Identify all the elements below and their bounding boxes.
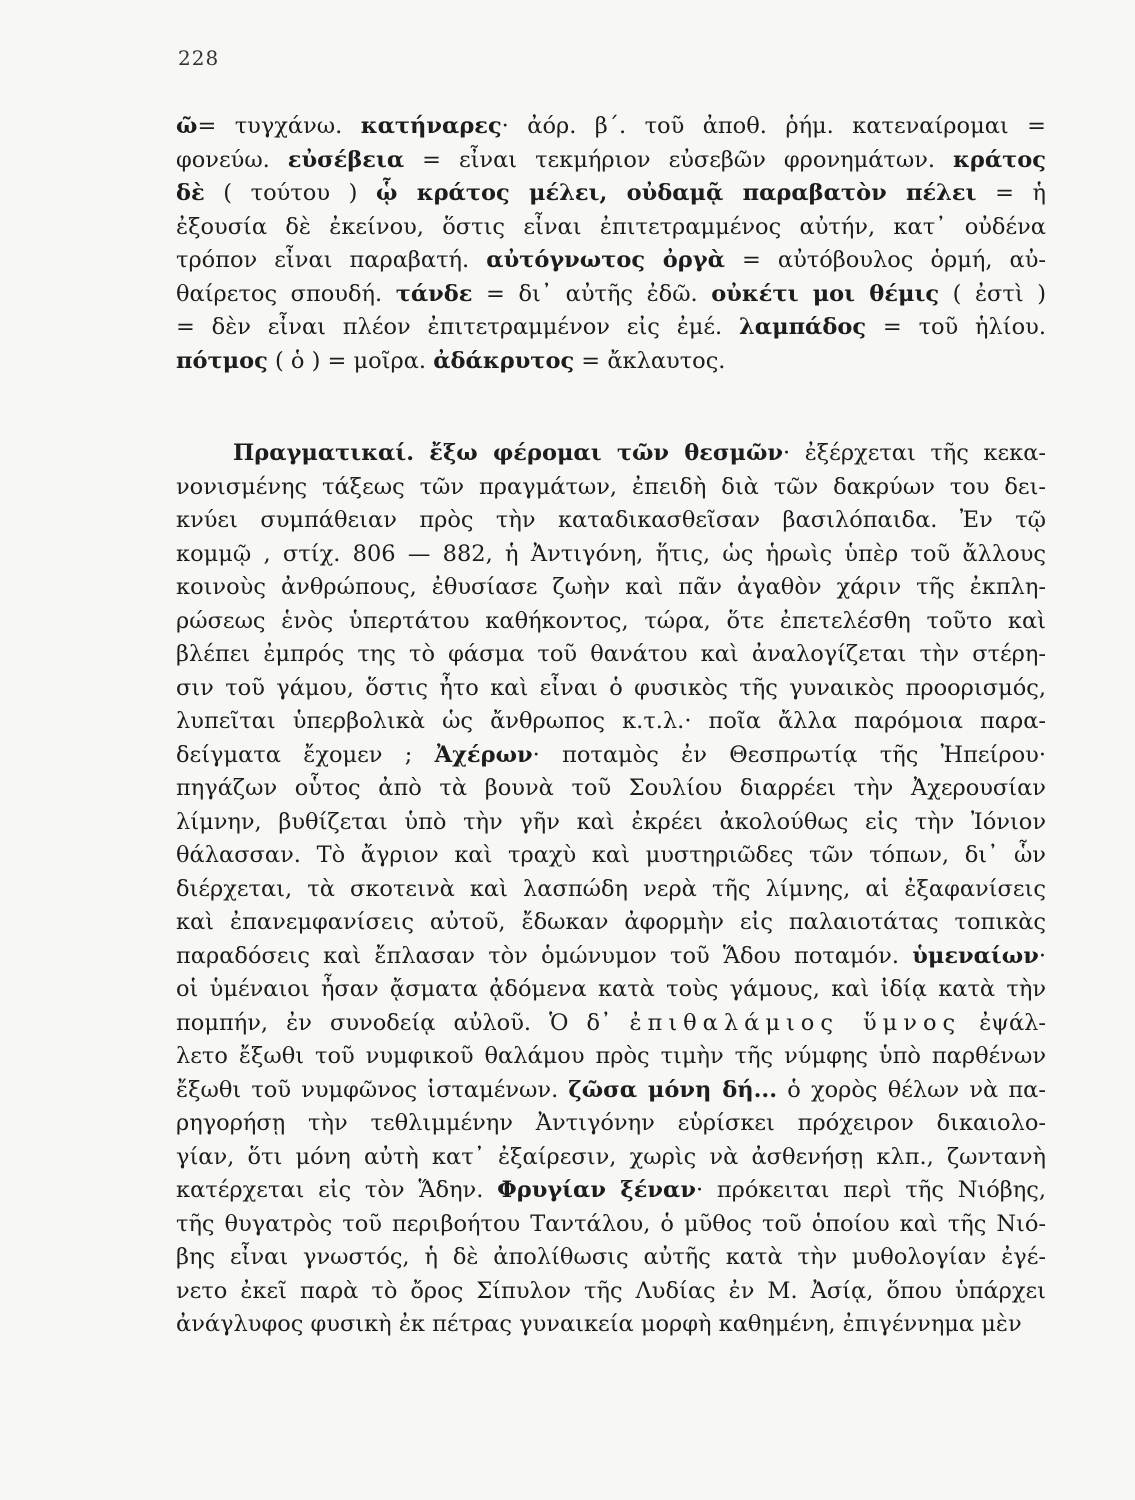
text-run: κομμῷ , στίχ. 806 — 882, ἡ Ἀντιγόνη, ἥτις, ὡς ἡρωὶς ὑπὲρ τοῦ ἄλλους bbox=[176, 540, 1046, 567]
text-run: διέρχεται, τὰ σκοτεινὰ καὶ λασπώδη νερὰ τῆς λίμνης, αἱ ἐξαφανίσεις bbox=[176, 875, 1046, 902]
text-run: σιν τοῦ γάμου, ὅστις ἦτο καὶ εἶναι ὁ φυσικὸς τῆς γυναικὸς προορισμός, bbox=[176, 674, 1046, 701]
text-run: · bbox=[1038, 942, 1046, 969]
text-run: · ἀόρ. β΄. τοῦ ἀποθ. ῥήμ. κατεναίρομαι = bbox=[501, 113, 1046, 139]
text-run: ( τούτου ) bbox=[204, 180, 377, 206]
lemma-term: οὐκέτι μοι θέμις bbox=[711, 280, 940, 307]
lemma-term: πότμος bbox=[176, 347, 268, 374]
text-run: = δὲν εἶναι πλέον ἐπιτετραμμένον εἰς ἐμέ. bbox=[176, 314, 740, 340]
text-run: λυπεῖται ὑπερβολικὰ ὡς ἄνθρωπος κ.τ.λ.· ποῖα ἄλλα παρόμοια παρα- bbox=[176, 708, 1046, 734]
text-run: νετο ἐκεῖ παρὰ τὸ ὄρος Σίπυλον τῆς Λυδίας ἐν Μ. Ἀσίᾳ, ὅπου ὑπάρχει bbox=[176, 1277, 1046, 1304]
text-run: = ἄκλαυτος. bbox=[574, 347, 726, 374]
text-run: καὶ ἐπανεμφανίσεις αὐτοῦ, ἔδωκαν ἀφορμὴν εἰς παλαιοτάτας τοπικὰς bbox=[176, 909, 1046, 935]
lemma-term: ῶ bbox=[176, 113, 198, 139]
text-run: πομπήν, ἐν συνοδείᾳ αὐλοῦ. Ὁ δ᾽ bbox=[176, 1009, 630, 1036]
text-run: = δι᾽ αὐτῆς ἐδῶ. bbox=[472, 280, 712, 307]
text-run: = ἡ bbox=[976, 180, 1047, 206]
text-run: = εἶναι τεκμήριον εὐσεβῶν φρονημάτων. bbox=[404, 146, 953, 173]
lemma-term: δὲ bbox=[176, 180, 205, 206]
lemma-term: Φρυγίαν ξέναν bbox=[497, 1177, 696, 1203]
text-run: ρηγορήσῃ τὴν τεθλιμμένην Ἀντιγόνην εὑρίσκει πρόχειρον δικαιολο- bbox=[176, 1110, 1046, 1136]
text-run: ἐξουσία δὲ ἐκείνου, ὅστις εἶναι ἐπιτετραμμένος αὐτήν, κατ᾽ οὐδένα bbox=[176, 213, 1046, 240]
text-run: βλέπει ἐμπρός της τὸ φάσμα τοῦ θανάτου καὶ ἀναλογίζεται τὴν στέρη- bbox=[176, 641, 1046, 667]
text-line bbox=[176, 341, 1046, 381]
lemma-term: κατήναρες bbox=[360, 113, 502, 139]
lemma-term: ὑμεναίων bbox=[912, 942, 1039, 969]
text-run: φονεύω. bbox=[176, 146, 288, 173]
text-run: · ποταμὸς ἐν Θεσπρωτίᾳ τῆς Ἠπείρου· bbox=[532, 741, 1046, 768]
text-run: θάλασσαν. Τὸ ἄγριον καὶ τραχὺ καὶ μυστηριῶδες τῶν τόπων, δι᾽ ὧν bbox=[176, 842, 1046, 868]
text-run: παραδόσεις καὶ ἔπλασαν τὸν ὁμώνυμον τοῦ Ἅδου ποταμόν. bbox=[176, 942, 913, 969]
page-number: 228 bbox=[178, 46, 220, 70]
lemma-term: ᾧ κράτος μέλει, οὐδαμᾷ παραβατὸν πέλει bbox=[376, 180, 977, 206]
text-run: · ἐξέρχεται τῆς κεκα- bbox=[783, 440, 1046, 466]
lemma-term: ἀδάκρυτος bbox=[433, 347, 575, 374]
text-run: γίαν, ὅτι μόνη αὐτὴ κατ᾽ ἐξαίρεσιν, χωρὶς νὰ ἀσθενήσῃ κλπ., ζωντανὴ bbox=[176, 1143, 1046, 1170]
text-run: νονισμένης τάξεως τῶν πραγμάτων, ἐπειδὴ διὰ τῶν δακρύων του δει- bbox=[176, 473, 1046, 500]
text-run: τῆς θυγατρὸς τοῦ περιβοήτου Ταντάλου, ὁ μῦθος τοῦ ὁποίου καὶ τῆς Νιό- bbox=[176, 1210, 1046, 1237]
lemma-term: Ἀχέρων bbox=[434, 741, 533, 768]
text-run: = αὐτόβουλος ὁρμή, αὐ- bbox=[724, 247, 1047, 273]
lemma-term: λαμπάδος bbox=[739, 314, 867, 340]
text-run: ἔξωθι τοῦ νυμφῶνος ἱσταμένων. bbox=[176, 1076, 569, 1103]
text-run: δείγματα ἔχομεν ; bbox=[176, 741, 435, 768]
text-run: ρώσεως ἑνὸς ὑπερτάτου καθήκοντος, τώρα, ὅτε ἐπετελέσθη τοῦτο καὶ bbox=[176, 607, 1046, 634]
text-run: ( ὁ ) = μοῖρα. bbox=[267, 347, 434, 374]
text-run: ἐψάλ- bbox=[961, 1009, 1047, 1036]
text-run: λίμνην, βυθίζεται ὑπὸ τὴν γῆν καὶ ἐκρέει ἀκολούθως εἰς τὴν Ἰόνιον bbox=[176, 808, 1046, 835]
text-run: τρόπον εἶναι παραβατή. bbox=[176, 247, 487, 273]
text-line bbox=[176, 1304, 1046, 1344]
text-run: λετο ἔξωθι τοῦ νυμφικοῦ θαλάμου πρὸς τιμὴν τῆς νύμφης ὑπὸ παρθένων bbox=[176, 1043, 1046, 1069]
text-run: ( ἐστὶ ) bbox=[939, 280, 1046, 307]
text-run: = τυγχάνω. bbox=[197, 113, 361, 139]
text-run: ἐπιθαλάμιος ὕμνος bbox=[629, 1009, 962, 1036]
text-run: θαίρετος σπουδή. bbox=[176, 280, 396, 307]
text-run: ὁ χορὸς θέλων νὰ πα- bbox=[777, 1076, 1046, 1103]
lemma-term: Πραγματικαί. ἔξω φέρομαι τῶν θεσμῶν bbox=[233, 440, 784, 466]
text-run: βης εἶναι γνωστός, ἡ δὲ ἀπολίθωσις αὐτῆς κατὰ τὴν μυθολογίαν ἐγέ- bbox=[176, 1244, 1046, 1270]
text-run: · πρόκειται περὶ τῆς Νιόβης, bbox=[695, 1177, 1047, 1203]
text-run: κατέρχεται εἰς τὸν Ἅδην. bbox=[176, 1177, 498, 1203]
lemma-term: αὐτόγνωτος ὀργὰ bbox=[486, 247, 725, 273]
text-run: κνύει συμπάθειαν πρὸς τὴν καταδικασθεῖσαν βασιλόπαιδα. Ἐν τῷ bbox=[176, 507, 1046, 533]
lemma-term: ζῶσα μόνη δή... bbox=[568, 1076, 778, 1103]
lemma-term: κράτος bbox=[953, 146, 1046, 173]
lemma-term: εὐσέβεια bbox=[287, 146, 405, 173]
text-run: κοινοὺς ἀνθρώπους, ἐθυσίασε ζωὴν καὶ πᾶν ἀγαθὸν χάριν τῆς ἐκπλη- bbox=[176, 574, 1046, 600]
text-run: πηγάζων οὗτος ἀπὸ τὰ βουνὰ τοῦ Σουλίου διαρρέει τὴν Ἀχερουσίαν bbox=[176, 775, 1046, 801]
lemma-term: τάνδε bbox=[395, 280, 473, 307]
text-run: = τοῦ ἡλίου. bbox=[866, 314, 1046, 340]
text-run: οἱ ὑμέναιοι ἦσαν ᾄσματα ᾀδόμενα κατὰ τοὺς γάμους, καὶ ἰδίᾳ κατὰ τὴν bbox=[176, 976, 1046, 1002]
text-run: ἀνάγλυφος φυσικὴ ἐκ πέτρας γυναικεία μορφὴ καθημένη, ἐπιγέννημα μὲν bbox=[176, 1311, 1022, 1337]
